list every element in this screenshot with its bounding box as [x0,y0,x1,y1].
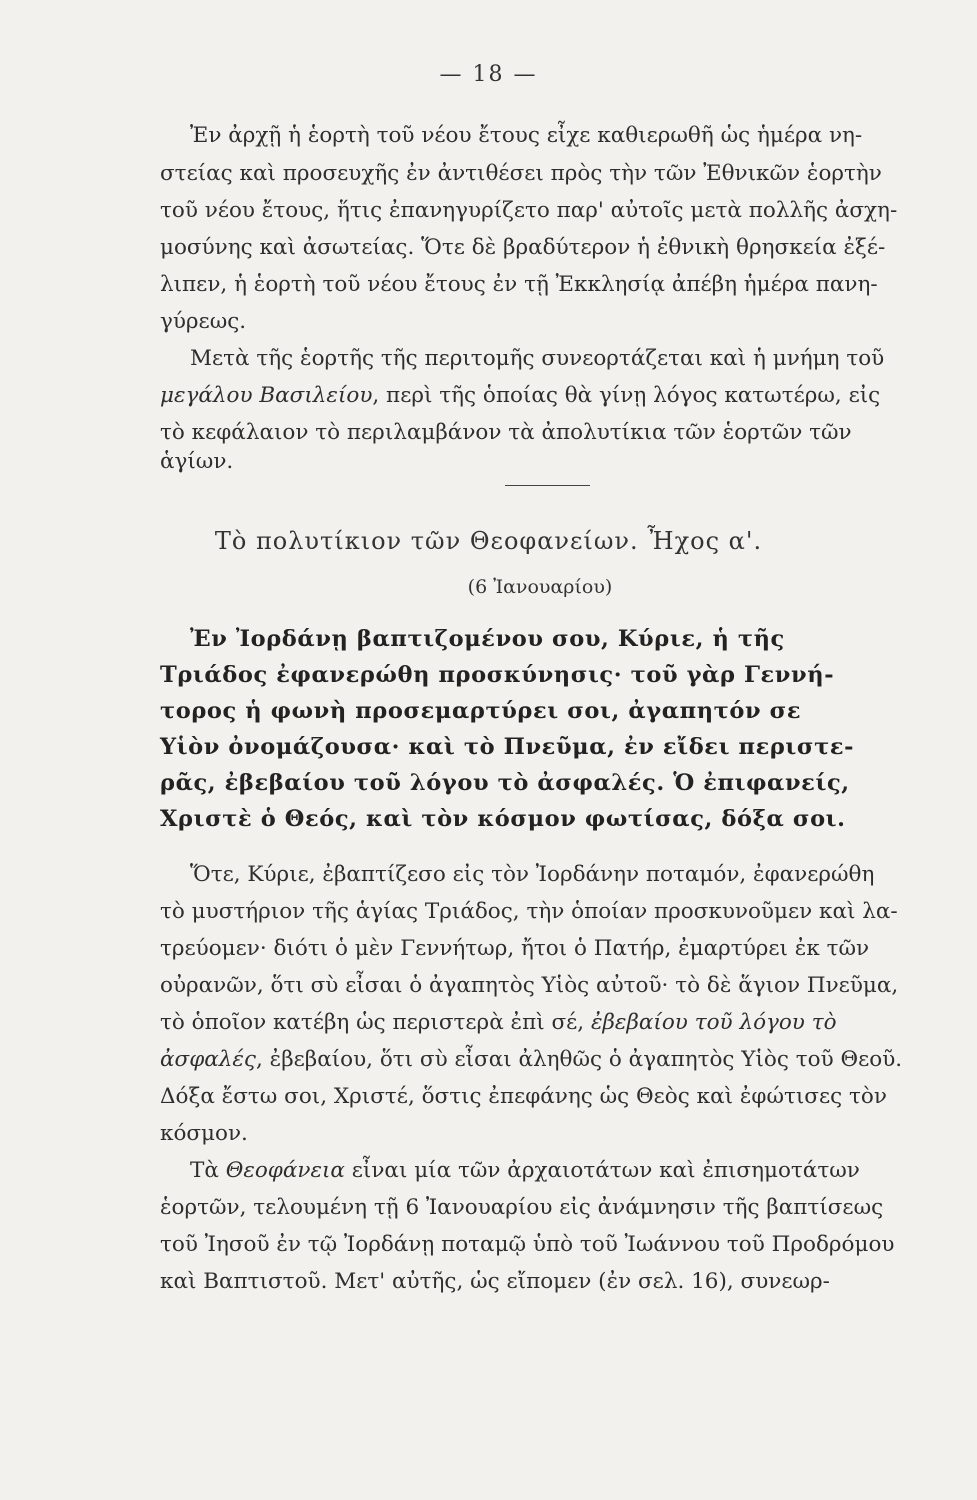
text-line: στείας καὶ προσευχῆς ἐν ἀντιθέσει πρὸς τὴν τῶν Ἐθνικῶν ἑορτὴν [160,161,882,186]
text-line: λιπεν, ἡ ἑορτὴ τοῦ νέου ἔτους ἐν τῇ Ἐκκλησίᾳ ἀπέβη ἡμέρα πανη- [160,272,878,297]
hymn-line: τορος ἡ φωνὴ προσεμαρτύρει σοι, ἀγαπητόν σε [160,698,802,724]
text-line [160,1008,837,1038]
hymn-line: Ἐν Ἰορδάνῃ βαπτιζομένου σου, Κύριε, ἡ τῆς [190,626,785,652]
text-line: Δόξα ἔστω σοι, Χριστέ, ὅστις ἐπεφάνης ὡς Θεὸς καὶ ἐφώτισες τὸν [160,1084,887,1109]
text-span: τὸ ὁποῖον κατέβη ὡς περιστερὰ ἐπὶ σέ, [160,1010,591,1035]
text-line: γύρεως. [160,309,247,334]
emphasis-quote: ἐβεβαίου τοῦ λόγου τὸ [590,1010,837,1035]
text-span: , περὶ τῆς ὁποίας θὰ γίνῃ λόγος κατωτέρω, εἰς [372,383,881,408]
emphasis-term: Θεοφάνεια [225,1158,345,1183]
text-line: μοσύνης καὶ ἀσωτείας. Ὅτε δὲ βραδύτερον ἡ ἐθνικὴ θρησκεία ἐξέ- [160,235,886,260]
hymn-line: Τριάδος ἐφανερώθη προσκύνησις· τοῦ γὰρ Γεννή- [160,662,835,688]
hymn-line: ρᾶς, ἐβεβαίου τοῦ λόγου τὸ ἀσφαλές. Ὁ ἐπιφανείς, [160,770,850,796]
text-span: , ἐβεβαίου, ὅτι σὺ εἶσαι ἀληθῶς ὁ ἀγαπητὸς Υἱὸς τοῦ Θεοῦ. [255,1047,903,1072]
page-number: — 18 — [439,62,538,87]
text-line: τοῦ Ἰησοῦ ἐν τῷ Ἰορδάνῃ ποταμῷ ὑπὸ τοῦ Ἰωάννου τοῦ Προδρόμου [160,1232,895,1257]
text-line: τὸ μυστήριον τῆς ἁγίας Τριάδος, τὴν ὁποίαν προσκυνοῦμεν καὶ λα- [160,899,898,924]
section-divider [505,485,590,486]
text-line: τὸ κεφάλαιον τὸ περιλαμβάνον τὰ ἀπολυτίκια τῶν ἑορτῶν τῶν [160,420,852,445]
text-line [160,1156,860,1186]
text-line [160,381,880,411]
text-line: τοῦ νέου ἔτους, ἥτις ἐπανηγυρίζετο παρ' αὐτοῖς μετὰ πολλῆς ἀσχη- [160,198,898,223]
text-span: Τὰ [190,1158,226,1183]
hymn-line: Χριστὲ ὁ Θεός, καὶ τὸν κόσμον φωτίσας, δόξα σοι. [160,806,846,832]
text-line: ἑορτῶν, τελουμένη τῇ 6 Ἰανουαρίου εἰς ἀνάμνησιν τῆς βαπτίσεως [160,1195,884,1220]
section-title: Τὸ πολυτίκιον τῶν Θεοφανείων. Ἦχος α'. [214,527,763,555]
section-date: (6 Ἰανουαρίου) [467,576,613,598]
text-line: ἁγίων. [160,449,234,474]
emphasis-name: μεγάλου Βασιλείου [160,383,373,408]
emphasis-quote: ἀσφαλές [160,1047,256,1072]
text-line: Μετὰ τῆς ἑορτῆς τῆς περιτομῆς συνεορτάζεται καὶ ἡ μνήμη τοῦ [190,346,885,371]
text-line [160,1045,902,1075]
text-line: κόσμον. [160,1121,248,1146]
text-line: οὐρανῶν, ὅτι σὺ εἶσαι ὁ ἀγαπητὸς Υἱὸς αὐτοῦ· τὸ δὲ ἅγιον Πνεῦμα, [160,973,899,998]
text-line: Ἐν ἀρχῇ ἡ ἑορτὴ τοῦ νέου ἔτους εἶχε καθιερωθῆ ὡς ἡμέρα νη- [190,123,863,148]
text-line: καὶ Βαπτιστοῦ. Μετ' αὐτῆς, ὡς εἴπομεν (ἐν σελ. 16), συνεωρ- [160,1269,830,1294]
text-line: Ὅτε, Κύριε, ἐβαπτίζεσο εἰς τὸν Ἰορδάνην ποταμόν, ἐφανερώθη [190,862,875,887]
hymn-line: Υἱὸν ὀνομάζουσα· καὶ τὸ Πνεῦμα, ἐν εἴδει περιστε- [160,734,855,760]
text-span: εἶναι μία τῶν ἀρχαιοτάτων καὶ ἐπισημοτάτων [344,1158,860,1183]
text-line: τρεύομεν· διότι ὁ μὲν Γεννήτωρ, ἤτοι ὁ Πατήρ, ἐμαρτύρει ἐκ τῶν [160,936,870,961]
